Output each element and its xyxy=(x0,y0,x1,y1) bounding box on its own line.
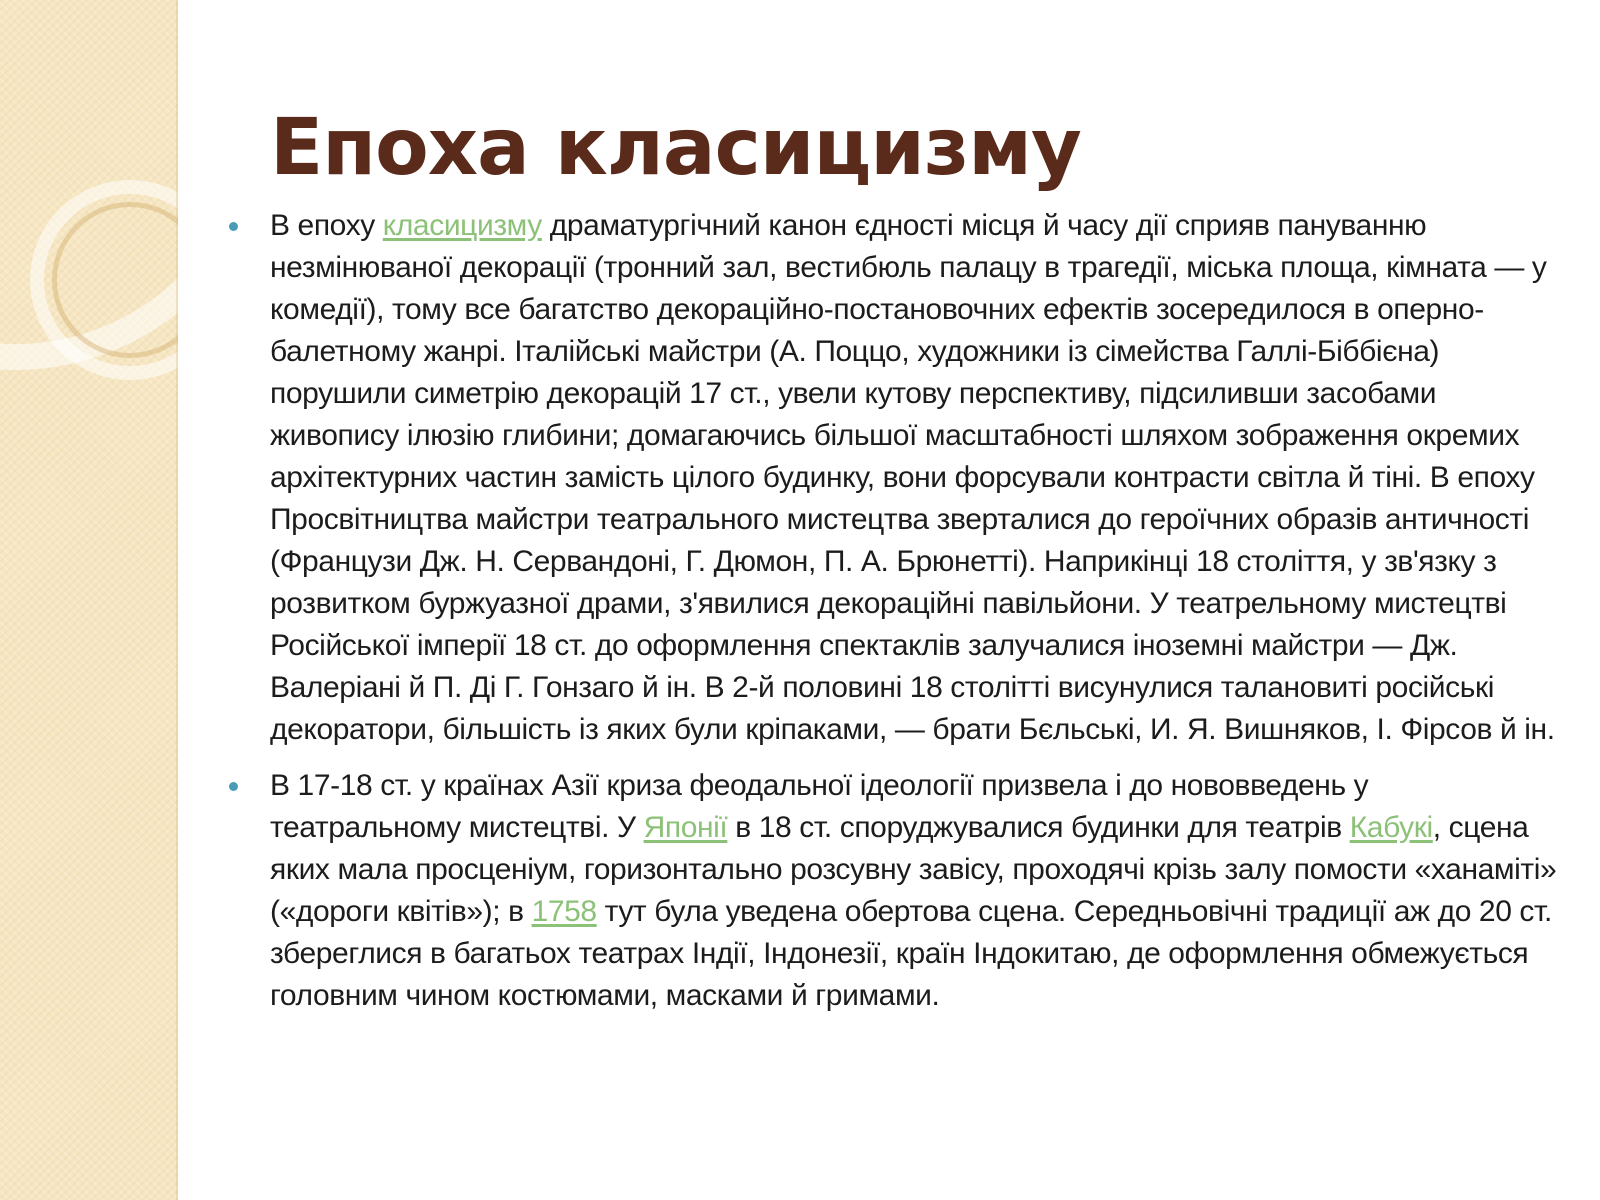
link-classicism[interactable]: класицизму xyxy=(382,209,542,242)
bullet-dot-icon xyxy=(229,782,238,791)
side-band-edge xyxy=(176,0,178,1200)
decorative-side-band xyxy=(0,0,178,1200)
bullet-item-classicism xyxy=(270,205,1560,751)
link-kabuki[interactable]: Кабукі xyxy=(1349,811,1433,844)
bullet-item-asia xyxy=(270,765,1560,1017)
bullet-text xyxy=(270,769,1556,1012)
text-segment: драматургічний канон єдності місця й часу дії сприяв пануванню незмінюваної декорації (тронний зал, вестибюль палацу в трагедії, міська площа, кімната — у комедії), тому все багатство декораційно-постановочних ефектів зосередилося в оперно-балетному жанрі. Італійські майстри (А. Поццо, художники із сімейства Галлі-Біббієна) порушили симетрію декорацій 17 ст., увели кутову перспективу, підсиливши засобами живопису ілюзію глибини; домагаючись більшої масштабності шляхом зображення окремих архітектурних частин замість цілого будинку, вони форсували контрасти світла й тіні. В епоху Просвітництва майстри театрального мистецтва зверталися до героїчних образів античності (Французи Дж. Н. Сервандоні, Г. Дюмон, П. А. Брюнетті). Наприкінці 18 століття, у зв'язку з розвитком буржуазної драми, з'явилися декораційні павільйони. У театрельному мистецтві Російської імперії 18 ст. до оформлення спектаклів залучалися іноземні майстри — Дж. Валеріані й П. Ді Г. Гонзаго й ін. В 2-й половині 18 столітті висунулися талановиті російські декоратори, більшість із яких були кріпаками, — брати Бєльські, И. Я. Вишняков, І. Фірсов й ін. xyxy=(270,209,1555,746)
text-segment: , сцена яких мала просценіум, горизонтально розсувну завісу, проходячі крізь залу помости «ханаміті» («дороги квітів»); в xyxy=(270,811,1557,928)
text-segment: тут була уведена обертова сцена. Середньовічні традиції аж до 20 ст. збереглися в багатьох театрах Індії, Індонезії, країн Індокитаю, де оформлення обмежується головним чином костюмами, масками й гримами. xyxy=(270,895,1552,1012)
bullet-list xyxy=(270,205,1560,1017)
text-segment: В 17-18 ст. у країнах Азії криза феодальної ідеології призвела і до нововведень у театральному мистецтві. У xyxy=(270,769,1369,844)
bullet-text xyxy=(270,209,1555,746)
bullet-dot-icon xyxy=(229,222,238,231)
link-japan[interactable]: Японії xyxy=(643,811,728,844)
text-segment: В епоху xyxy=(270,209,383,242)
link-1758[interactable]: 1758 xyxy=(531,895,597,928)
text-segment: в 18 ст. споруджувалися будинки для театрів xyxy=(727,811,1350,844)
slide-title: Епоха класицизму xyxy=(270,103,1081,193)
